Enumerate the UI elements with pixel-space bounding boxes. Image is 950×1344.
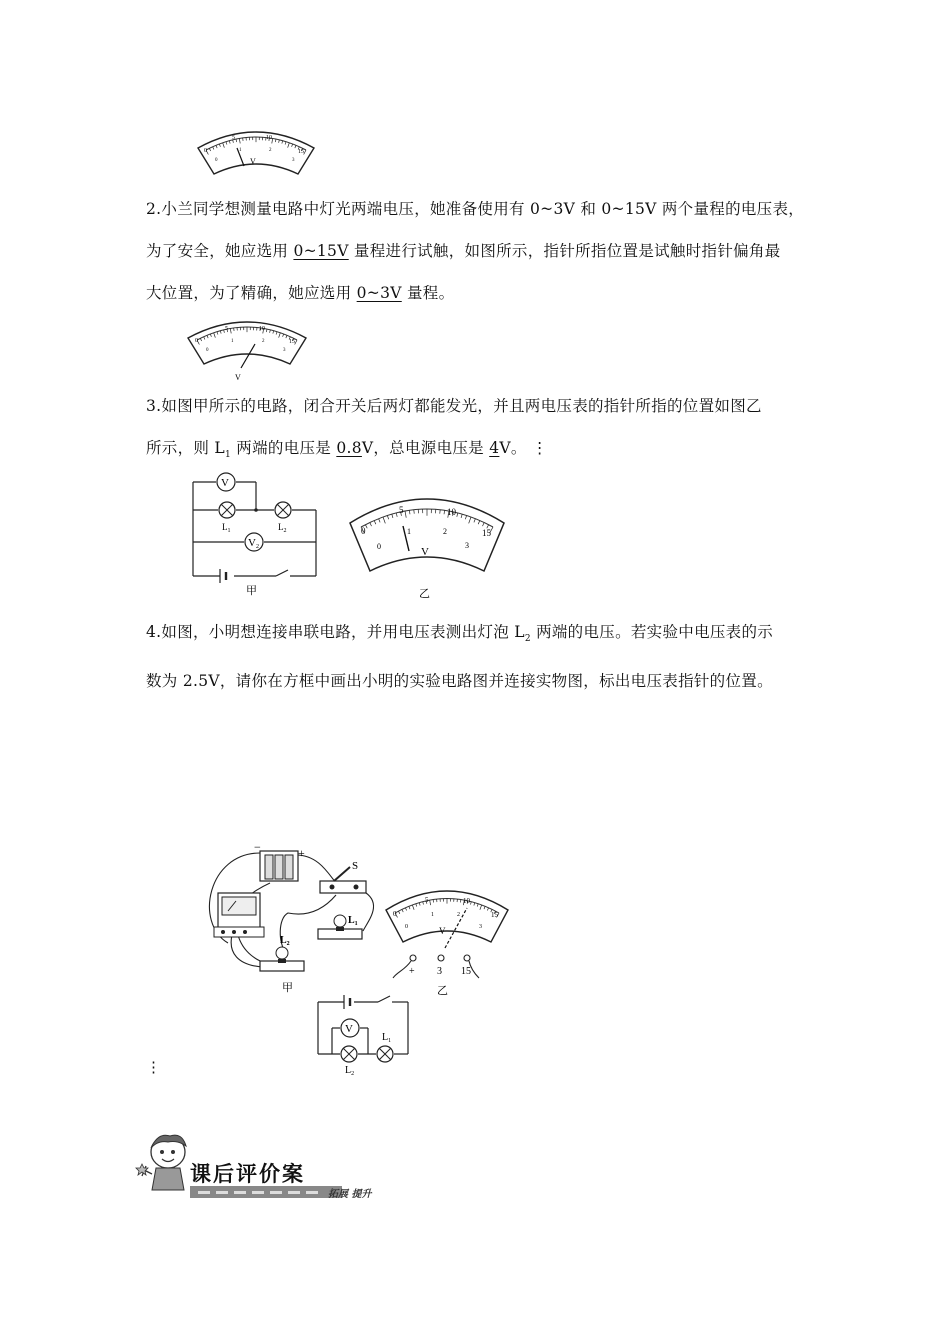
meter1-scale-0: 0: [204, 148, 207, 154]
battery-plus-label: +: [298, 846, 305, 860]
meter2-needle: [241, 344, 255, 368]
q4-figure-label-yi: 乙: [437, 984, 448, 997]
q3-figure-label-yi: 乙: [419, 587, 430, 600]
meter1-scale-b0: 0: [215, 158, 218, 163]
meter4-needle-dashed: [445, 908, 467, 948]
meter-tick: [471, 902, 472, 905]
q3-figure-label-jia: 甲: [246, 584, 257, 597]
voltmeter-figure-1: [194, 128, 318, 182]
meter-tick: [398, 911, 399, 914]
meter-tick: [482, 523, 484, 527]
meter3-scale-10: 10: [447, 507, 456, 517]
meter3-scale-b2: 2: [443, 527, 447, 536]
meter-tick: [383, 517, 385, 523]
meter-tick: [285, 142, 286, 145]
meter-tick: [374, 521, 376, 525]
meter4-scale-5: 5: [425, 896, 429, 904]
meter-tick: [409, 906, 410, 909]
q2-line-3: 大位置，为了精确，她应选用 0~3V 量程。: [146, 284, 455, 302]
meter-tick: [200, 338, 201, 341]
q2-line-1: 2.小兰同学想测量电路中灯光两端电压，她准备使用有 0~3V 和 0~15V 两个量程的电压表，: [146, 200, 805, 218]
q3-answer-1: 0.8: [336, 439, 362, 457]
meter-tick: [210, 334, 211, 337]
meter-tick: [236, 139, 237, 142]
meter-tick: [430, 900, 431, 905]
schematic-lamp-l2: [341, 1046, 357, 1062]
meter-tick: [204, 337, 205, 340]
q3-voltmeter-2-symbol: V2: [248, 537, 259, 550]
meter-tick: [214, 333, 216, 338]
meter-tick: [487, 908, 488, 911]
meter3-scale-b3: 3: [465, 541, 469, 550]
meter4-scale-b3: 3: [479, 924, 482, 930]
meter2-scale-10: 10: [259, 326, 265, 332]
meter-tick: [379, 519, 380, 523]
schematic-l1-label: $L_1$: [382, 1032, 392, 1044]
meter4-scale-b0: 0: [405, 924, 408, 930]
voltmeter-figure-yi: [347, 493, 507, 598]
q3-lamp-l2: [275, 502, 291, 518]
meter-tick: [207, 335, 208, 338]
meter-tick: [230, 328, 231, 333]
meter2-scale-0: 0: [195, 338, 198, 344]
lamp-l1: [318, 915, 362, 939]
meter3-scale-5: 5: [399, 505, 404, 515]
meter-tick: [423, 902, 424, 905]
terminal-15: 15: [461, 966, 471, 977]
meter1-scale-b1: 1: [239, 148, 242, 153]
meter-tick: [457, 513, 458, 517]
q2-answer-2: 0~3V: [356, 284, 402, 302]
physical-circuit-jia: [198, 840, 388, 994]
meter-tick: [217, 332, 218, 335]
banner-dashes: [196, 1190, 346, 1196]
meter1-scale-10: 10: [266, 135, 272, 141]
meter4-scale-10: 10: [463, 897, 470, 905]
meter-tick: [286, 335, 287, 338]
q2-line-2: 为了安全，她应选用 0~15V 量程进行试触，如图所示，指针所指位置是试触时指针偏角最: [146, 242, 781, 260]
meter4-scale-b2: 2: [457, 912, 460, 918]
meter2-scale-b3: 3: [283, 348, 286, 353]
circuit-diagram-jia: [190, 466, 320, 596]
meter-tick: [474, 903, 475, 906]
q3-voltmeter-1-symbol: V: [221, 477, 229, 489]
q3-line-2: 所示，则 $L_1$ 两端的电压是 0.8V，总电源电压是 4V。 ⋮: [146, 439, 548, 461]
schematic-l2-label: $L_2$: [345, 1065, 355, 1077]
meter1-scale-b3: 3: [292, 158, 295, 163]
ellipsis-mark: ⋮: [146, 1058, 161, 1076]
q3-lamp-l1: [219, 502, 235, 518]
meter2-scale-b2: 2: [262, 339, 265, 344]
schematic-v-symbol: V: [345, 1023, 353, 1035]
meter-tick: [396, 513, 397, 517]
meter3-unit: V: [421, 546, 429, 558]
meter2-scale-b0: 0: [206, 348, 209, 353]
meter2-unit: V: [235, 373, 241, 382]
meter1-scale-b2: 2: [269, 148, 272, 153]
meter4-unit: V: [439, 926, 446, 936]
meter-tick: [419, 903, 420, 906]
meter-tick: [405, 511, 406, 518]
schematic-lamp-l1: [377, 1046, 393, 1062]
q4-figure-label-jia: 甲: [282, 981, 293, 994]
meter-tick: [412, 905, 414, 910]
meter-tick: [220, 331, 221, 334]
meter-tick: [484, 906, 485, 909]
meter-tick: [279, 140, 280, 143]
meter-tick: [477, 904, 478, 907]
meter-tick: [288, 143, 290, 148]
q3-l1-label: $L_1$: [222, 522, 231, 534]
meter2-scale-15: 15: [289, 339, 295, 345]
meter-tick: [226, 142, 227, 145]
lamp-l2: [260, 947, 304, 971]
meter3-scale-b1: 1: [407, 527, 411, 536]
meter-tick: [469, 517, 471, 523]
q3-answer-2: 4: [489, 439, 500, 457]
meter-tick: [474, 519, 475, 523]
q4-line-1: 4.如图，小明想连接串联电路，并用电压表测出灯泡 $L_2$ 两端的电压。若实验中电压表的示: [146, 623, 774, 645]
meter3-scale-b0: 0: [377, 542, 381, 551]
question-3: [146, 385, 826, 476]
battery-minus-label: −: [254, 840, 261, 854]
meter-tick: [405, 908, 406, 911]
banner-title: 课后评价案: [190, 1162, 305, 1186]
battery-pack: [260, 851, 298, 881]
physical-voltmeter: [214, 893, 264, 937]
meter-tick: [213, 147, 214, 150]
meter-tick: [392, 514, 393, 518]
q4-schematic: [314, 994, 414, 1077]
meter3-scale-0: 0: [361, 526, 366, 536]
meter-tick: [239, 138, 240, 143]
meter2-scale-b1: 1: [231, 339, 234, 344]
meter-tick: [216, 145, 217, 148]
meter1-unit: V: [250, 157, 256, 166]
meter-tick: [270, 330, 271, 333]
meter-tick: [370, 523, 372, 527]
meter-tick: [209, 148, 210, 151]
lamp-l2-label: $L_2$: [280, 935, 290, 947]
meter-tick: [480, 905, 482, 910]
meter-tick: [266, 329, 267, 332]
meter-tick: [275, 139, 276, 142]
meter-tick: [465, 515, 466, 519]
voltmeter-figure-2: [185, 318, 309, 382]
meter2-scale-5: 5: [225, 326, 228, 332]
meter-tick: [276, 332, 277, 335]
question-4: [146, 611, 826, 702]
q3-l2-label: $L_2$: [278, 522, 287, 534]
meter-tick: [295, 340, 297, 345]
q4-line-2: 数为 2.5V，请你在方框中画出小明的实验电路图并连接实物图，标出电压表指针的位置。: [146, 672, 773, 691]
after-class-banner: [138, 1130, 388, 1202]
meter-tick: [219, 144, 220, 147]
meter-tick: [365, 525, 367, 529]
banner-subtitle: 拓展 提升: [328, 1189, 372, 1200]
meter-tick: [273, 331, 274, 334]
meter-tick: [402, 909, 403, 912]
meter4-scale-15: 15: [491, 911, 498, 919]
q2-answer-1: 0~15V: [293, 242, 349, 260]
meter-tick: [292, 144, 293, 147]
meter1-scale-5: 5: [232, 135, 235, 141]
question-2: [146, 188, 826, 314]
meter-tick: [387, 515, 388, 519]
meter4-scale-0: 0: [393, 910, 397, 918]
lamp-l1-label: $L_1$: [348, 915, 358, 927]
meter-tick: [444, 510, 445, 514]
meter-tick: [461, 514, 462, 518]
meter-tick: [304, 150, 306, 155]
meter-tick: [279, 333, 281, 338]
switch-label: S: [352, 860, 359, 872]
meter-tick: [223, 143, 225, 148]
meter-tick: [416, 904, 417, 907]
q3-line-1: 3.如图甲所示的电路，闭合开关后两灯都能发光，并且两电压表的指针所指的位置如图乙: [146, 397, 762, 415]
terminal-3: 3: [437, 966, 442, 977]
meter-tick: [282, 141, 283, 144]
meter-tick: [478, 521, 480, 525]
meter-tick: [409, 510, 410, 514]
voltmeter-figure-q4: [383, 886, 513, 996]
meter4-scale-b1: 1: [431, 912, 434, 918]
meter-tick: [295, 145, 296, 148]
meter3-scale-15: 15: [482, 528, 491, 538]
terminal-plus: +: [409, 966, 415, 977]
meter-tick: [229, 141, 230, 144]
meter1-scale-15: 15: [298, 149, 304, 155]
meter-tick: [283, 334, 284, 337]
